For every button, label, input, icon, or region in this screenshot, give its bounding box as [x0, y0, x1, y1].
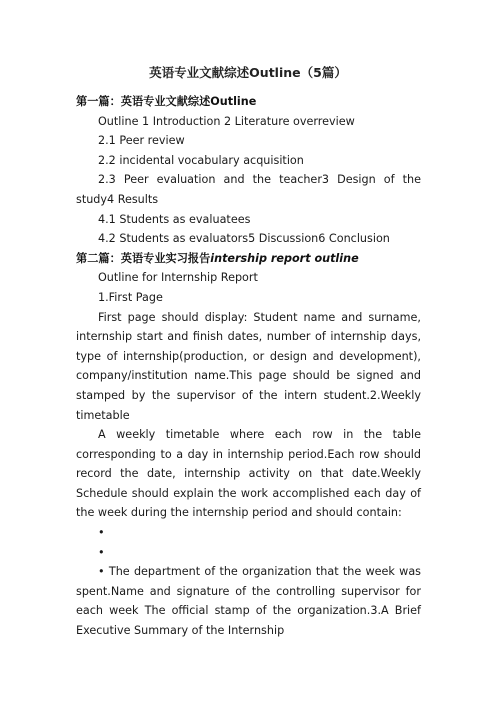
section2-paragraph-4: A weekly timetable where each row in the table corresponding to a day in internship period.Each row should record the date, internship activity on that date.Weekly Schedule should explain the work accomplished each day of the week during the internship period and should contain: [76, 428, 421, 520]
bullet-empty-2: • [98, 545, 105, 559]
section1-line-6: 4.2 Students as evaluators5 Discussion6 Conclusion [98, 232, 390, 246]
section1-line-3: 2.2 incidental vocabulary acquisition [98, 153, 304, 167]
document-body [76, 92, 421, 641]
section1-line-4: 2.3 Peer evaluation and the teacher3 Design of the study4 Results [76, 173, 421, 206]
section1-line-1: Outline 1 Introduction 2 Literature overreview [98, 114, 355, 128]
section2-paragraph-3: First page should display: Student name and surname, internship start and finish dates, number of internship days, type of internship(production, or design and development), company/institution name.This page should be signed and stamped by the supervisor of the intern student.2.Weekly timetable [76, 310, 421, 422]
section1-line-2: 2.1 Peer review [98, 134, 185, 148]
section1-line-5: 4.1 Students as evaluatees [98, 212, 251, 226]
section2-bullet-paragraph: • The department of the organization that the week was spent.Name and signature of the controlling supervisor for each week The official stamp of the organization.3.A Brief Executive Summary of the Internship [76, 565, 421, 638]
bullet-empty-1: • [98, 526, 105, 540]
document-title: 英语专业文献综述Outline（5篇） [149, 65, 347, 80]
section2-heading-en: intership report outline [210, 251, 359, 265]
section2-paragraph-2: 1.First Page [98, 290, 163, 304]
section2-heading [76, 249, 421, 269]
section2-paragraph-1: Outline for Internship Report [98, 271, 258, 285]
section1-heading: 第一篇：英语专业文献综述Outline [76, 95, 257, 108]
section2-heading-cn: 第二篇：英语专业实习报告 [76, 251, 211, 265]
